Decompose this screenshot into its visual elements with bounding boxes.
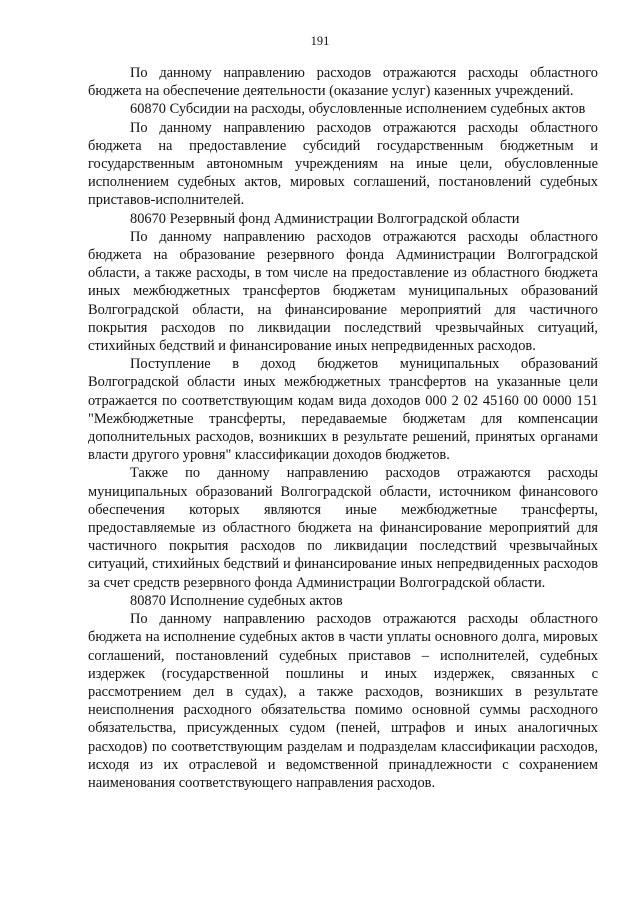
- section-heading-60870: 60870 Субсидии на расходы, обусловленные исполнением судебных актов: [130, 101, 586, 118]
- paragraph-ispolnenie-sudebnykh-aktov: По данному направлению расходов отражаются расходы областного бюджета на исполнение судебных актов в части уплаты основного долга, мировых соглашений, постановлений судебных приставов – исполнителей, судебных издержек (государственной пошлины и иных издержек, связанных с рассмотрением дел в судах), а также расходов, возникших в результате неисполнения расходного обязательства помимо основной суммы расходного обязательства, присужденных судом (пеней, штрафов и иных аналогичных расходов) по соответствующим разделам и подразделам классификации расходов, исходя из их отраслевой и ведомственной принадлежности с сохранением наименования соответствующего направления расходов.: [88, 611, 598, 791]
- section-heading-80870: 80870 Исполнение судебных актов: [130, 592, 343, 609]
- page-number: 191: [310, 34, 330, 48]
- document-body: [88, 64, 598, 792]
- paragraph-postuplenie-v-dokhod: Поступление в доход бюджетов муниципальных образований Волгоградской области иных межбюджетных трансфертов на указанные цели отражается по соответствующим кодам вида доходов 000 2 02 45160 00 0000 151 "Межбюджетные трансферты, передаваемые бюджетам для компенсации дополнительных расходов, возникших в результате решений, принятых органами власти другого уровня" классификации доходов бюджетов.: [88, 356, 598, 464]
- paragraph-kazennye-uchrezhdeniya: По данному направлению расходов отражаются расходы областного бюджета на обеспечение деятельности (оказание услуг) казенных учреждений.: [88, 65, 598, 100]
- section-heading-80670: 80670 Резервный фонд Администрации Волгоградской области: [130, 210, 520, 227]
- paragraph-rezervnyi-fond: По данному направлению расходов отражаются расходы областного бюджета на образование резервного фонда Администрации Волгоградской области, а также расходы, в том числе на предоставление из областного бюджета иных межбюджетных трансфертов бюджетам муниципальных образований Волгоградской области, на финансирование мероприятий для частичного покрытия расходов по ликвидации последствий чрезвычайных ситуаций, стихийных бедствий и финансирование иных непредвиденных расходов.: [88, 228, 598, 355]
- paragraph-subsidii-sudebnye-akty: По данному направлению расходов отражаются расходы областного бюджета на предоставление субсидий государственным бюджетным и государственным автономным учреждениям на иные цели, обусловленные исполнением судебных актов, мировых соглашений, постановлений судебных приставов-исполнителей.: [88, 119, 598, 209]
- paragraph-takzhe-munitsipalnye: Также по данному направлению расходов отражаются расходы муниципальных образований Волгоградской области, источником финансового обеспечения которых являются иные межбюджетные трансферты, предоставляемые из областного бюджета на финансирование мероприятий для частичного покрытия расходов по ликвидации последствий чрезвычайных ситуаций, стихийных бедствий и финансирование иных непредвиденных расходов за счет средств резервного фонда Администрации Волгоградской области.: [88, 465, 598, 591]
